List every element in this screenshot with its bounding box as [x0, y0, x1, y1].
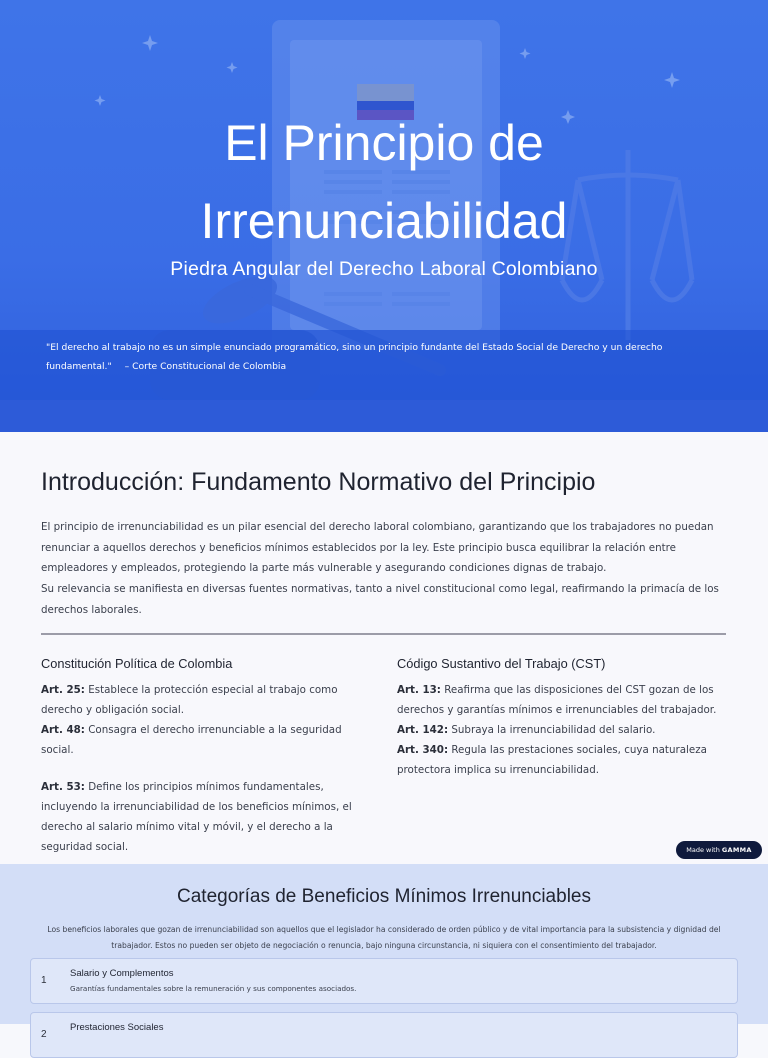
made-with-gamma-badge[interactable] — [676, 841, 762, 859]
article-text: Establece la protección especial al trabajo como derecho y obligación social. — [41, 684, 338, 716]
article-text: Define los principios mínimos fundamentales, incluyendo la irrenunciabilidad de los beneficios mínimos, el derecho al salario mínimo vital y móvil, y el derecho a la seguridad social. — [41, 781, 352, 853]
category-title: Prestaciones Sociales — [70, 1022, 164, 1033]
article-label: Art. 13: — [397, 684, 441, 696]
category-card[interactable] — [30, 958, 738, 1004]
article-text: Subraya la irrenunciabilidad del salario. — [451, 724, 656, 736]
article-item — [41, 777, 371, 857]
hero-quote — [46, 338, 686, 376]
categories-lead: Los beneficios laborales que gozan de irrenunciabilidad son aquellos que el legislador ha considerado de orden público y de vital importancia para la subsistencia y dignidad del trabajador. Estos no pueden ser objeto de negociación o renuncia, bajo ninguna circunstancia, ni siquiera con el consentimiento del trabajador. — [47, 925, 721, 950]
article-label: Art. 48: — [41, 724, 85, 736]
category-title: Salario y Complementos — [70, 968, 174, 979]
article-text: Reafirma que las disposiciones del CST gozan de los derechos y garantías mínimos e irrenunciables del trabajador. — [397, 684, 717, 716]
page-subtitle: Piedra Angular del Derecho Laboral Colombiano — [170, 258, 598, 280]
article-item — [41, 720, 371, 760]
category-number: 2 — [41, 1029, 47, 1040]
intro-paragraph: El principio de irrenunciabilidad es un pilar esencial del derecho laboral colombiano, garantizando que los trabajadores no puedan renunciar a aquellos derechos y beneficios mínimos establecidos por la ley. Este principio busca equilibrar la relación entre empleadores y empleados, protegiendo la parte más vulnerable y asegurando condiciones dignas de trabajo. — [41, 521, 714, 574]
article-item — [397, 740, 727, 780]
intro-paragraph: Su relevancia se manifiesta en diversas fuentes normativas, tanto a nivel constitucional como legal, reafirmando la primacía de los derechos laborales. — [41, 583, 719, 616]
article-item — [397, 680, 727, 720]
article-text: Consagra el derecho irrenunciable a la seguridad social. — [41, 724, 342, 756]
article-label: Art. 142: — [397, 724, 449, 736]
categories-heading: Categorías de Beneficios Mínimos Irrenunciables — [177, 886, 591, 907]
article-item — [397, 720, 727, 740]
category-number: 1 — [41, 975, 47, 986]
constitution-heading: Constitución Política de Colombia — [41, 656, 233, 671]
article-label: Art. 25: — [41, 684, 85, 696]
section-divider — [41, 633, 726, 635]
constitution-column — [41, 656, 371, 857]
quote-text: "El derecho al trabajo no es un simple enunciado programático, sino un principio fundante del Estado Social de Derecho y un derecho fundamental." — [46, 342, 663, 372]
quote-author: – Corte Constitucional de Colombia — [124, 361, 287, 372]
code-heading: Código Sustantivo del Trabajo (CST) — [397, 656, 606, 671]
article-item — [41, 680, 371, 720]
hero-section — [0, 0, 768, 432]
category-card[interactable] — [30, 1012, 738, 1058]
page-title: El Principio de Irrenunciabilidad — [200, 115, 568, 249]
article-label: Art. 53: — [41, 781, 85, 793]
intro-heading: Introducción: Fundamento Normativo del Principio — [41, 468, 596, 496]
article-label: Art. 340: — [397, 744, 449, 756]
intro-section — [0, 432, 768, 864]
categories-section — [0, 864, 768, 1040]
code-column — [397, 656, 727, 780]
category-description: Garantías fundamentales sobre la remuneración y sus componentes asociados. — [70, 984, 357, 993]
hero-bottom-strip — [0, 400, 768, 432]
badge-brand: GAMMA — [721, 846, 752, 854]
badge-prefix: Made with — [686, 846, 720, 854]
article-text: Regula las prestaciones sociales, cuya naturaleza protectora implica su irrenunciabilidad. — [397, 744, 707, 776]
